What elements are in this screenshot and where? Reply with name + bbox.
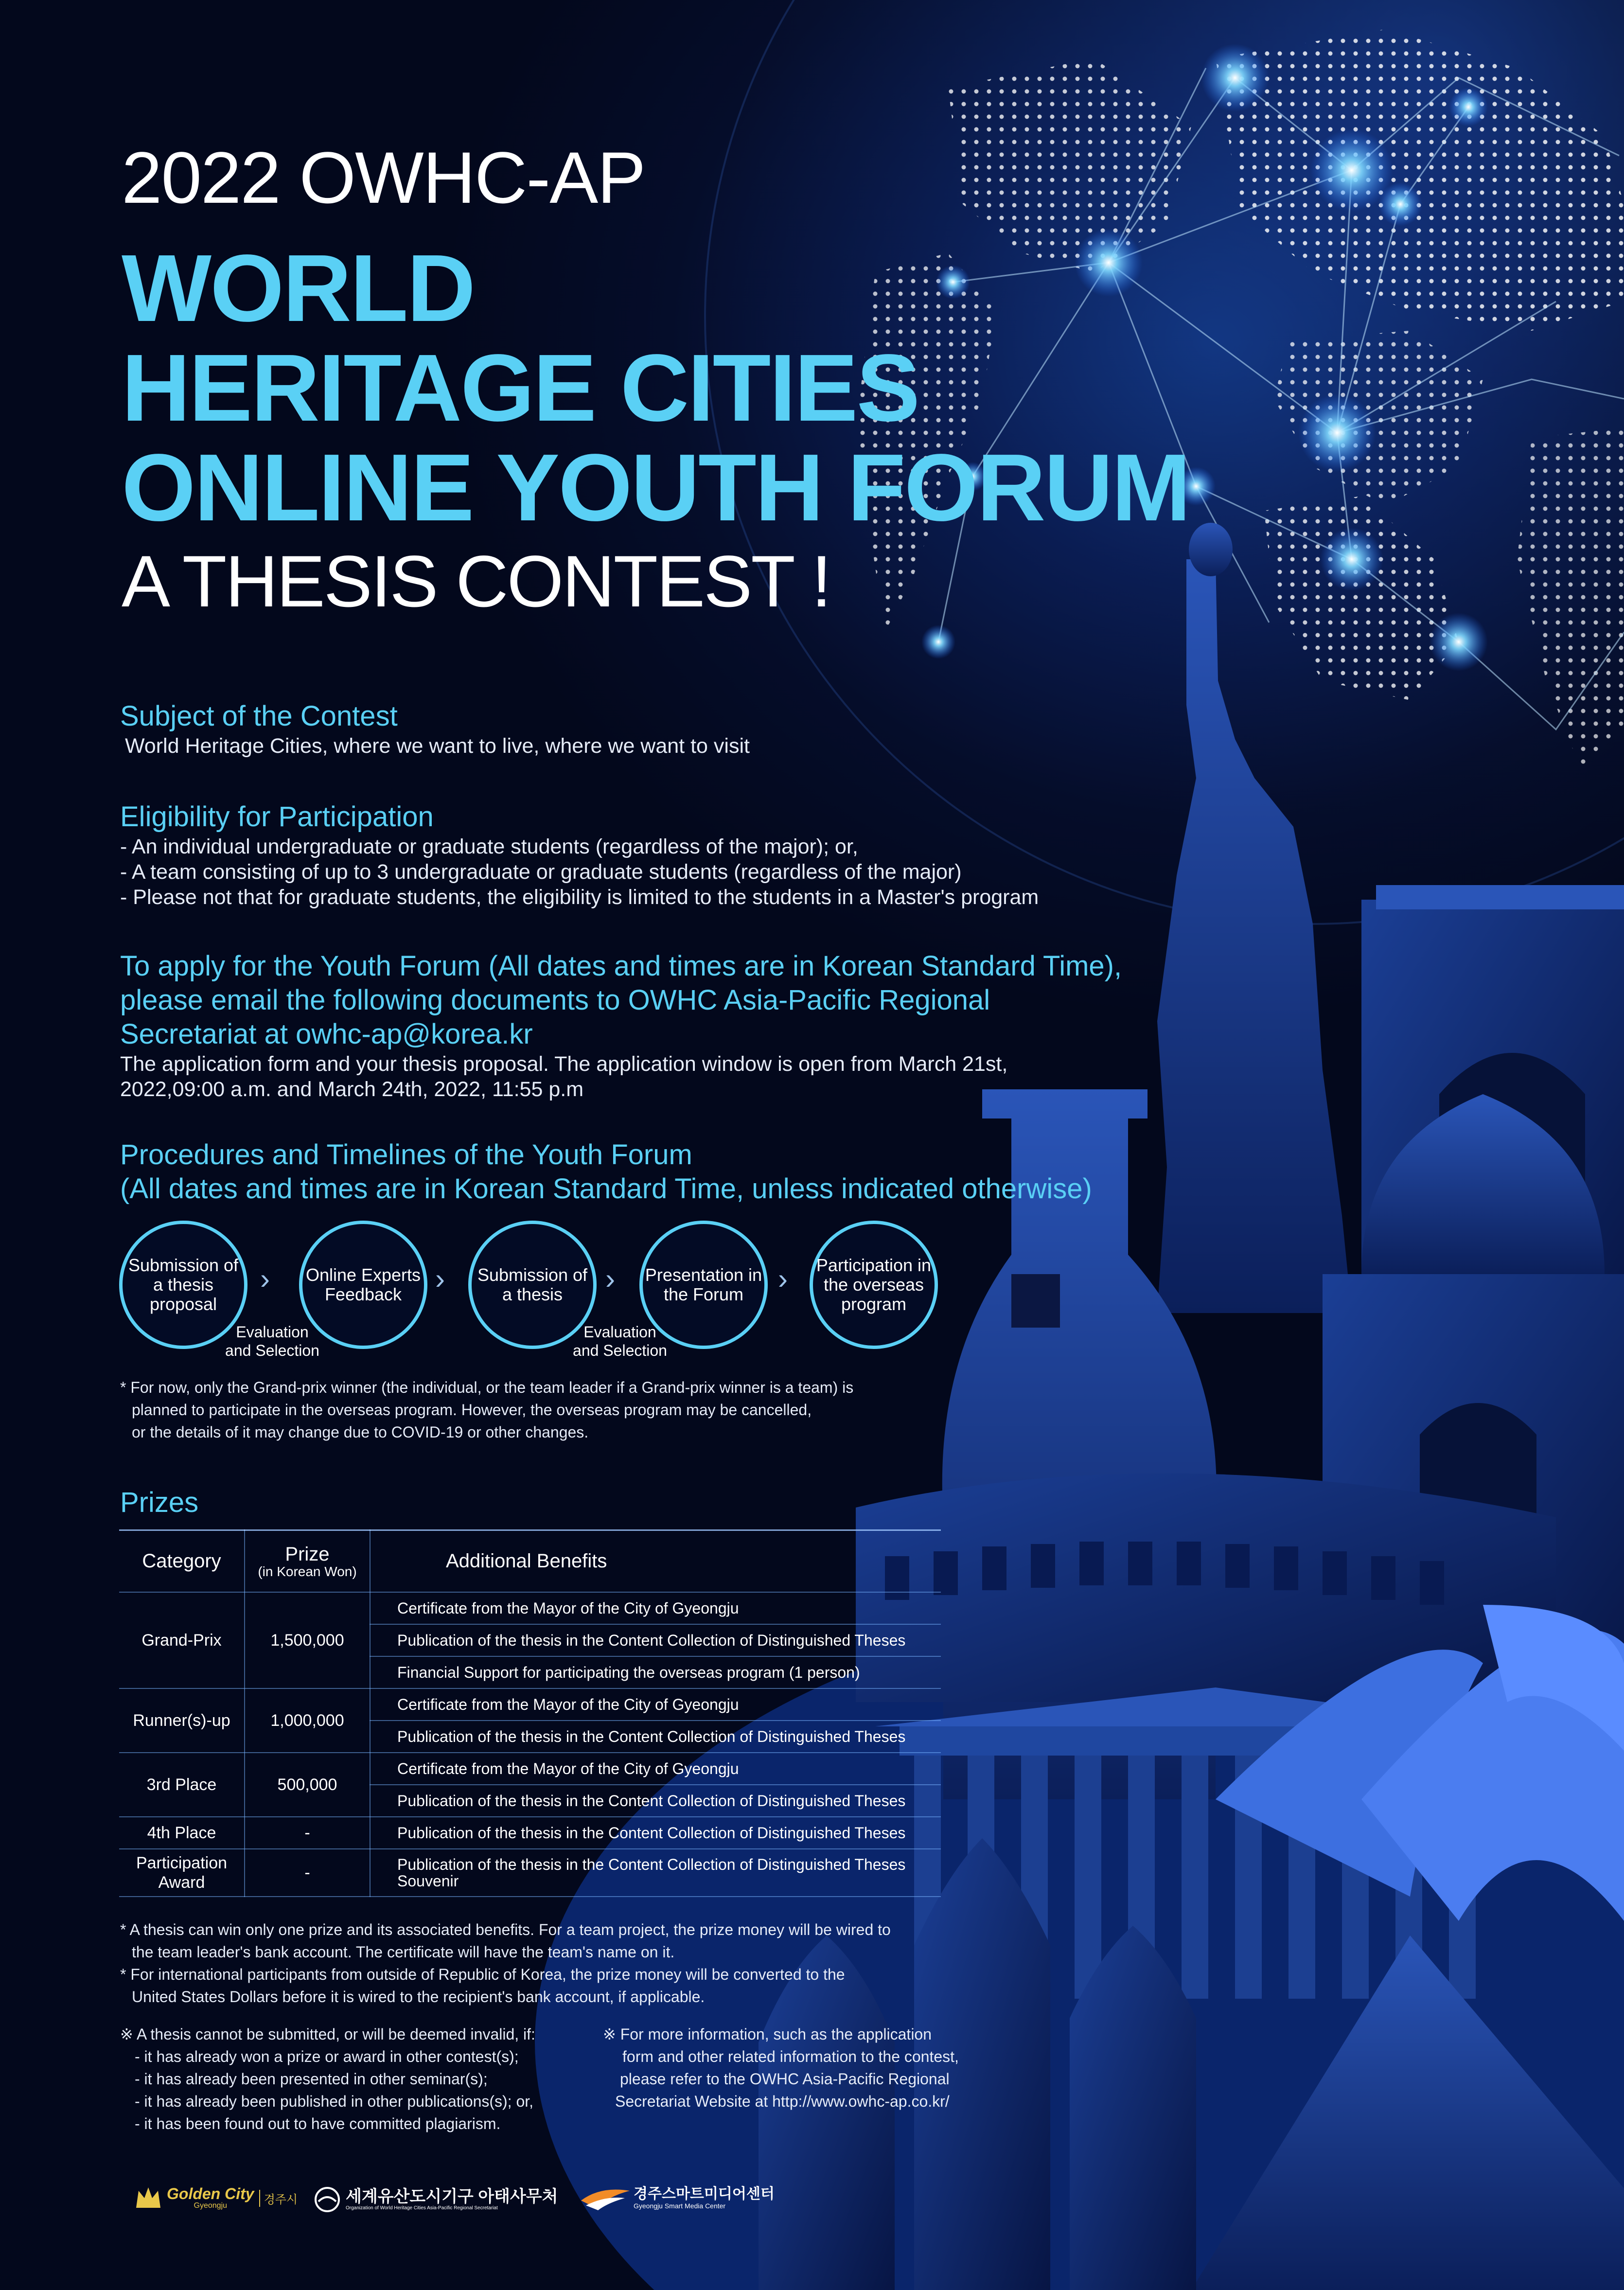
benefit-cell: Publication of the thesis in the Content Collection of Distinguished Theses [370, 1785, 941, 1817]
more-info-line: please refer to the OWHC Asia-Pacific Regional [620, 2070, 950, 2088]
category-cell: 4th Place [119, 1817, 245, 1849]
table-row [119, 1592, 941, 1624]
procedures-note [120, 1376, 853, 1443]
eligibility-heading: Eligibility for Participation [120, 801, 434, 833]
logo-gyeongju [134, 2183, 298, 2213]
prize-notes [120, 1918, 891, 2008]
column-header-benefits: Additional Benefits [370, 1530, 941, 1593]
category-cell: Grand-Prix [119, 1592, 245, 1688]
eligibility-item: - Please not that for graduate students, the eligibility is limited to the students in a Master's program [120, 886, 1039, 909]
prize-cell: - [245, 1817, 370, 1849]
invalid-item: - it has been found out to have committed plagiarism. [135, 2115, 501, 2132]
prize-header-unit: (in Korean Won) [258, 1563, 357, 1579]
apply-heading-line: To apply for the Youth Forum (All dates and times are in Korean Standard Time), [120, 950, 1122, 982]
invalid-heading: ※ A thesis cannot be submitted, or will be deemed invalid, if: [120, 2025, 535, 2043]
prizes-table [119, 1529, 941, 1897]
benefit-line: Souvenir [397, 1872, 459, 1890]
apply-section [120, 949, 1122, 1102]
logo-name: 세계유산도시기구 아태사무처 [346, 2187, 558, 2206]
procedures-note-line: planned to participate in the overseas program. However, the overseas program may be cancelled, [132, 1401, 812, 1419]
invalid-item: - it has already been presented in other seminar(s); [135, 2070, 488, 2088]
benefit-line: Publication of the thesis in the Content Collection of Distinguished Theses [397, 1856, 906, 1873]
procedure-step-3: Submission of a thesis [468, 1221, 597, 1349]
eligibility-item: - A team consisting of up to 3 undergraduate or graduate students (regardless of the major) [120, 860, 962, 884]
event-year-title: 2022 OWHC-AP [122, 137, 645, 218]
subject-section [120, 699, 750, 759]
logo-sub: Gyeongju Smart Media Center [634, 2202, 726, 2210]
chevron-right-icon: › [435, 1262, 445, 1295]
prize-note-line: * A thesis can win only one prize and its associated benefits. For a team project, the prize money will be wired to [120, 1921, 891, 1938]
table-row [119, 1817, 941, 1849]
main-title-line: ONLINE YOUTH FORUM [122, 434, 1190, 541]
prize-note-line: * For international participants from outside of Republic of Korea, the prize money will be converted to the [120, 1966, 845, 1983]
category-cell: 3rd Place [119, 1753, 245, 1817]
benefit-cell: Publication of the thesis in the Content Collection of Distinguished Theses [370, 1721, 941, 1753]
logo-smart-media [581, 2186, 775, 2210]
category-cell: Runner(s)-up [119, 1688, 245, 1753]
invalid-item: - it has already been published in other publications(s); or, [135, 2093, 534, 2110]
chevron-right-icon: › [260, 1262, 270, 1295]
logo-sub: Gyeongju [194, 2201, 228, 2210]
prize-cell: - [245, 1849, 370, 1897]
prize-cell: 500,000 [245, 1753, 370, 1817]
prize-cell: 1,500,000 [245, 1592, 370, 1688]
chevron-right-icon: › [778, 1262, 788, 1295]
evaluation-label: Evaluation and Selection [573, 1323, 667, 1359]
table-row [119, 1688, 941, 1721]
owhc-emblem-icon [314, 2186, 341, 2213]
invalid-item: - it has already won a prize or award in other contest(s); [135, 2048, 519, 2065]
more-info-line [603, 2090, 959, 2112]
more-info-line: ※ For more information, such as the application [603, 2025, 932, 2043]
website-link[interactable]: Secretariat Website at http://www.owhc-ap.co.kr/ [615, 2093, 950, 2110]
table-row [119, 1753, 941, 1785]
prize-header-label: Prize [285, 1543, 330, 1565]
prizes-heading: Prizes [120, 1487, 199, 1518]
apply-text-line: 2022,09:00 a.m. and March 24th, 2022, 11:55 p.m [120, 1078, 584, 1101]
main-title-line: WORLD [122, 235, 475, 341]
procedures-note-line: or the details of it may change due to COVID-19 or other changes. [132, 1423, 589, 1441]
subject-text: World Heritage Cities, where we want to live, where we want to visit [125, 734, 750, 758]
more-info-line: form and other related information to the contest, [622, 2048, 959, 2065]
logo-extra: 경주시 [259, 2190, 298, 2207]
apply-heading-line: Secretariat at owhc-ap@korea.kr [120, 1018, 533, 1050]
logo-sub: Organization of World Heritage Cities Asia-Pacific Regional Secretariat [346, 2205, 498, 2211]
procedures-heading-line: (All dates and times are in Korean Standard Time, unless indicated otherwise) [120, 1173, 1092, 1205]
apply-text-line: The application form and your thesis proposal. The application window is open from March 21st, [120, 1052, 1008, 1076]
prize-cell: 1,000,000 [245, 1688, 370, 1753]
benefit-cell: Certificate from the Mayor of the City of Gyeongju [370, 1753, 941, 1785]
benefit-cell: Certificate from the Mayor of the City of Gyeongju [370, 1592, 941, 1624]
table-row [119, 1849, 941, 1897]
more-info [603, 2023, 959, 2112]
main-title-line: HERITAGE CITIES [122, 335, 919, 441]
logo-owhc [314, 2186, 558, 2213]
benefit-cell: Financial Support for participating the overseas program (1 person) [370, 1656, 941, 1688]
subtitle: A THESIS CONTEST ! [122, 540, 830, 622]
column-header-category: Category [119, 1530, 245, 1593]
procedure-step-2: Online Experts Feedback [299, 1221, 427, 1349]
benefit-cell: Publication of the thesis in the Content Collection of Distinguished Theses [370, 1624, 941, 1656]
benefit-cell: Certificate from the Mayor of the City of Gyeongju [370, 1688, 941, 1721]
logo-name: 경주스마트미디어센터 [634, 2186, 775, 2202]
eligibility-section [120, 800, 1039, 910]
apply-heading-line: please email the following documents to OWHC Asia-Pacific Regional [120, 984, 990, 1016]
chevron-right-icon: › [605, 1262, 615, 1295]
category-cell: Participation Award [119, 1849, 245, 1897]
procedures-note-line: * For now, only the Grand-prix winner (the individual, or the team leader if a Grand-prix winner is a team) is [120, 1379, 854, 1396]
main-title [122, 235, 1190, 541]
golden-city-emblem-icon [134, 2183, 163, 2213]
subject-heading: Subject of the Contest [120, 700, 398, 732]
procedures-section [120, 1138, 1092, 1206]
logo-name: Golden City [167, 2185, 254, 2202]
procedure-step-5: Participation in the overseas program [810, 1221, 938, 1349]
procedures-heading-line: Procedures and Timelines of the Youth Forum [120, 1139, 692, 1171]
procedure-step-1: Submission of a thesis proposal [119, 1221, 247, 1349]
eligibility-item: - An individual undergraduate or graduate students (regardless of the major); or, [120, 835, 858, 858]
benefit-cell [370, 1849, 941, 1897]
smart-media-emblem-icon [581, 2186, 630, 2210]
benefit-cell: Publication of the thesis in the Content Collection of Distinguished Theses [370, 1817, 941, 1849]
table-header-row [119, 1530, 941, 1593]
invalid-conditions [120, 2023, 535, 2135]
procedure-step-4: Presentation in the Forum [639, 1221, 768, 1349]
column-header-prize [245, 1530, 370, 1593]
prize-note-line: United States Dollars before it is wired to the recipient's bank account, if applicable. [132, 1988, 705, 2006]
evaluation-label: Evaluation and Selection [225, 1323, 319, 1359]
prize-note-line: the team leader's bank account. The certificate will have the team's name on it. [132, 1943, 675, 1961]
